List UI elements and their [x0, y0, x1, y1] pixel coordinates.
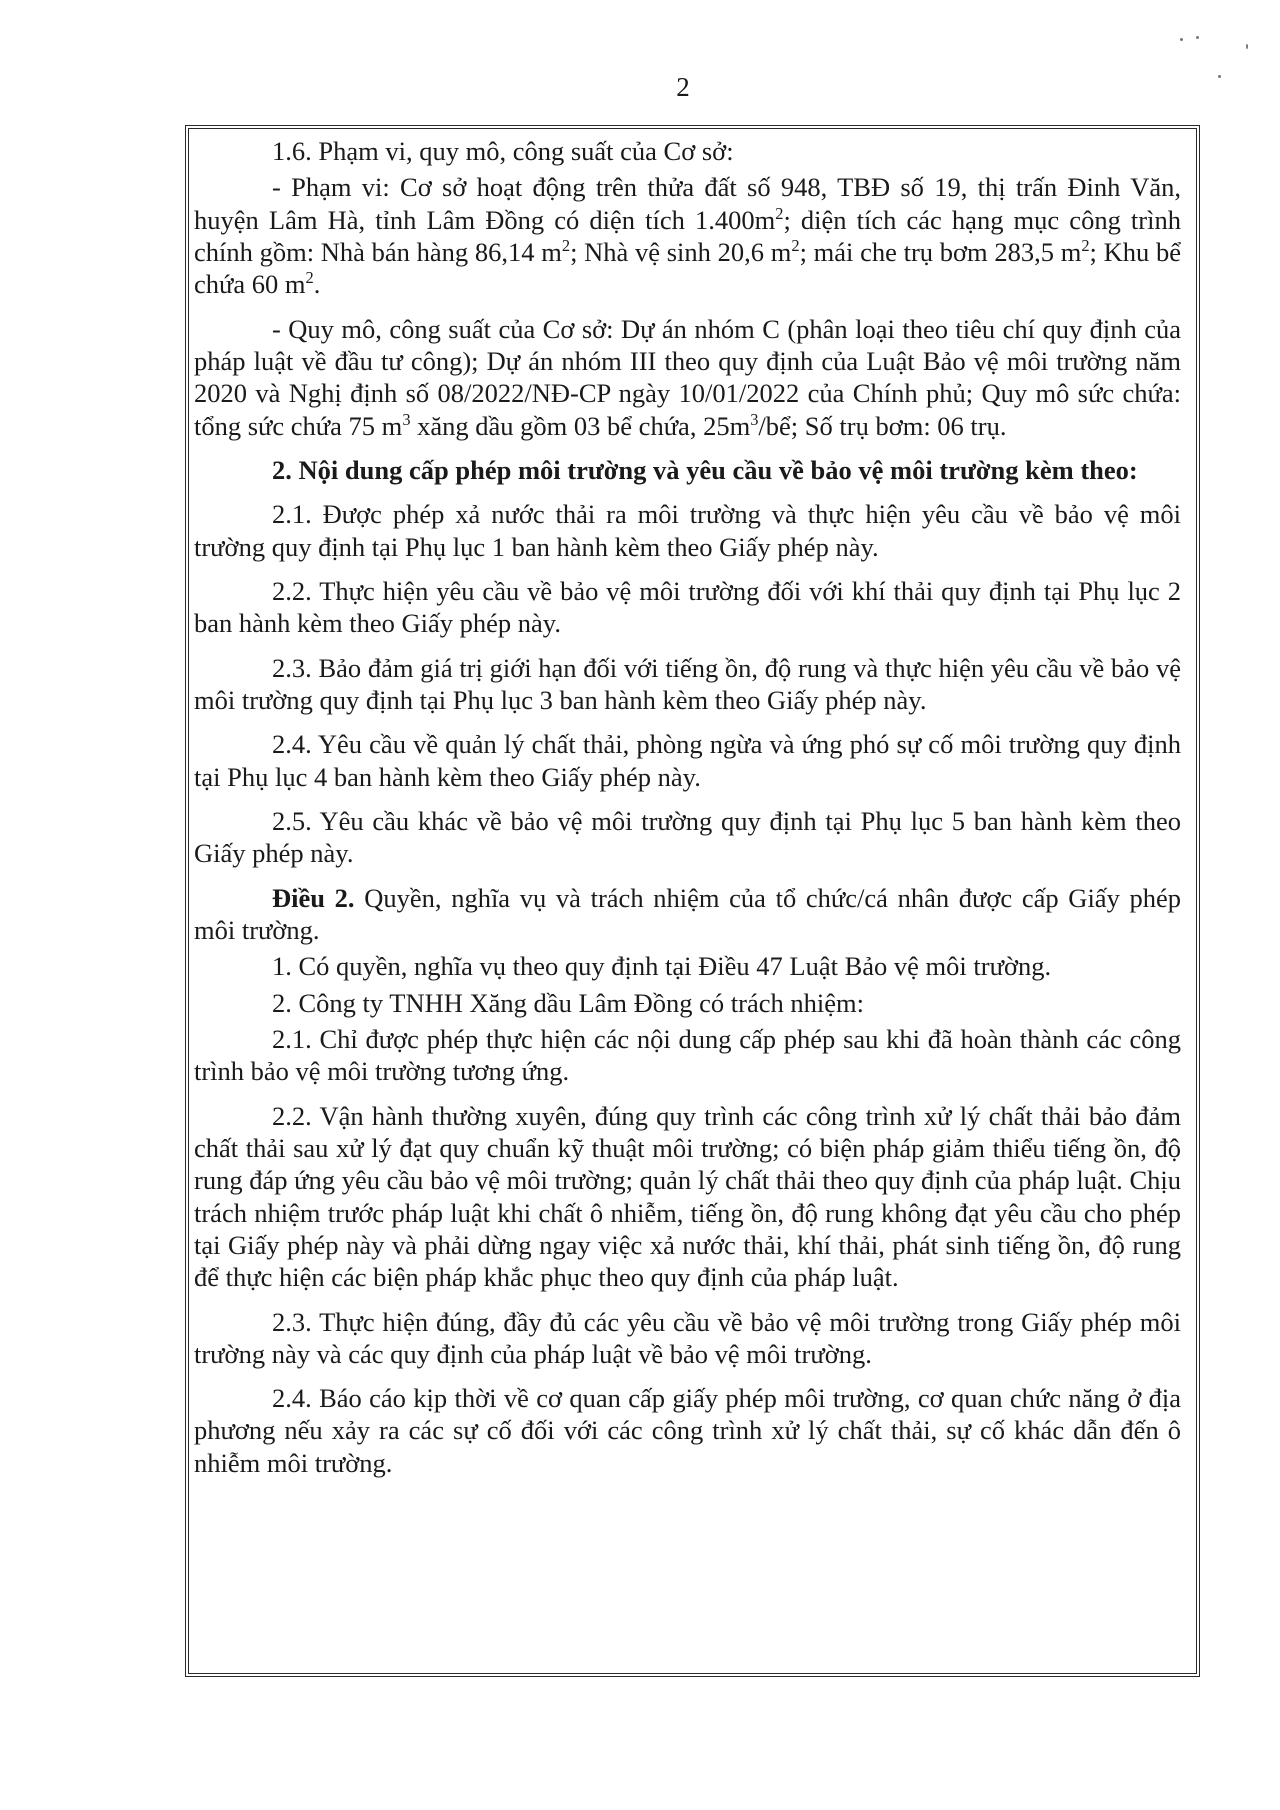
responsibility-item: 2.2. Vận hành thường xuyên, đúng quy trình các công trình xử lý chất thải bảo đảm chất thải sau xử lý đạt quy chuẩn kỹ thuật môi trường; có biện pháp giảm thiểu tiếng ồn, độ rung đáp ứng yêu cầu bảo vệ môi trường; quản lý chất thải theo quy định của pháp luật. Chịu trách nhiệm trước pháp luật khi chất ô nhiễm, tiếng ồn, độ rung không đạt yêu cầu cho phép tại Giấy phép này và phải dừng ngay việc xả nước thải, khí thải, phát sinh tiếng ồn, độ rung để thực hiện các biện pháp khắc phục theo quy định của pháp luật. [194, 1100, 1181, 1293]
article-2-heading: Điều 2. Quyền, nghĩa vụ và trách nhiệm của tổ chức/cá nhân được cấp Giấy phép môi trường. [194, 882, 1182, 945]
permit-item: 2.5. Yêu cầu khác về bảo vệ môi trường quy định tại Phụ lục 5 ban hành kèm theo Giấy phép này. [194, 805, 1181, 869]
article-2-label: Điều 2. [272, 882, 355, 913]
section-2-heading: 2. Nội dung cấp phép môi trường và yêu cầu về bảo vệ môi trường kèm theo: [272, 454, 1138, 485]
permit-item: 2.1. Được phép xả nước thải ra môi trường và thực hiện yêu cầu về bảo vệ môi trường quy định tại Phụ lục 1 ban hành kèm theo Giấy phép này. [194, 499, 1181, 562]
scan-speck [1180, 38, 1183, 41]
responsibility-item: 2.4. Báo cáo kịp thời về cơ quan cấp giấy phép môi trường, cơ quan chức năng ở địa phương nếu xảy ra các sự cố đối với các công trình xử lý chất thải, sự cố khác dẫn đến ô nhiễm môi trường. [194, 1383, 1181, 1478]
capacity-paragraph: - Quy mô, công suất của Cơ sở: Dự án nhóm C (phân loại theo tiêu chí quy định của pháp luật về đầu tư công); Dự án nhóm III theo quy định của Luật Bảo vệ môi trường năm 2020 và Nghị định số 08/2022/NĐ-CP ngày 10/01/2022 của Chính phủ; Quy mô sức chứa: tổng sức chứa 75 $m^3$ xăng dầu gồm 03 bể chứa, $25m^3/bể$; Số trụ bơm: 06 trụ. [194, 313, 1181, 441]
responsibility-intro: 2. Công ty TNHH Xăng dầu Lâm Đồng có trách nhiệm: [272, 987, 864, 1018]
scan-speck [1246, 44, 1248, 49]
section-1-6-title: 1.6. Phạm vi, quy mô, công suất của Cơ sở: [272, 136, 734, 166]
scope-paragraph: - Phạm vi: Cơ sở hoạt động trên thửa đất số 948, TBĐ số 19, thị trấn Đinh Văn, huyện Lâm Hà, tỉnh Lâm Đồng có diện tích $1.400m^2$; diện tích các hạng mục công trình chính gồm: Nhà bán hàng 86,14 $m^2$; Nhà vệ sinh 20,6 $m^2$; mái che trụ bơm 283,5 $m^2$; Khu bể chứa 60 $m^2$. [194, 172, 1181, 300]
permit-item: 2.2. Thực hiện yêu cầu về bảo vệ môi trường đối với khí thải quy định tại Phụ lục 2 ban hành kèm theo Giấy phép này. [194, 575, 1181, 639]
responsibility-item: 2.3. Thực hiện đúng, đầy đủ các yêu cầu về bảo vệ môi trường trong Giấy phép môi trường này và các quy định của pháp luật về bảo vệ môi trường. [194, 1306, 1181, 1369]
scan-speck [1196, 36, 1199, 39]
rights-paragraph: 1. Có quyền, nghĩa vụ theo quy định tại Điều 47 Luật Bảo vệ môi trường. [272, 951, 1052, 982]
permit-item: 2.3. Bảo đảm giá trị giới hạn đối với tiếng ồn, độ rung và thực hiện yêu cầu về bảo vệ môi trường quy định tại Phụ lục 3 ban hành kèm theo Giấy phép này. [194, 652, 1181, 715]
responsibility-item: 2.1. Chỉ được phép thực hiện các nội dung cấp phép sau khi đã hoàn thành các công trình bảo vệ môi trường tương ứng. [194, 1023, 1181, 1087]
page-number: 2 [676, 72, 690, 102]
permit-item: 2.4. Yêu cầu về quản lý chất thải, phòng ngừa và ứng phó sự cố môi trường quy định tại Phụ lục 4 ban hành kèm theo Giấy phép này. [194, 729, 1181, 792]
scan-speck [1218, 75, 1221, 78]
document-body [194, 135, 1181, 1491]
